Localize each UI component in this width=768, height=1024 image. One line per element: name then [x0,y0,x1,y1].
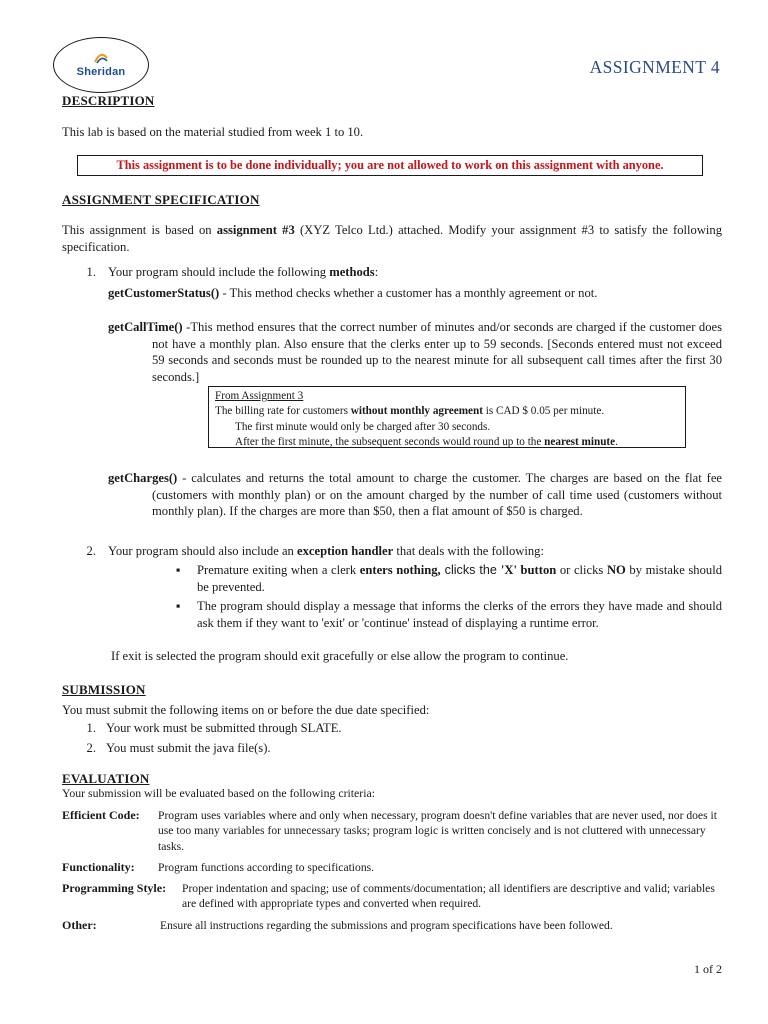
box-line-3 [215,435,679,450]
criteria-text: Program uses variables where and only when necessary, program doesn't define variables that are never used, nor does it use too many variables for unnecessary tasks; program logic is written concisely and is not cluttered with unnecessary tasks. [158,809,717,853]
box-heading: From Assignment 3 [215,390,304,402]
spec-heading: ASSIGNMENT SPECIFICATION [62,192,260,207]
page-number: 1 of 2 [694,962,722,976]
exit-note: If exit is selected the program should exit gracefully or else allow the program to continue. [111,649,569,663]
box-line-1-c: is CAD $ 0.05 per minute. [482,405,605,418]
submission-item: Your work must be submitted through SLATE. [106,721,342,735]
method-desc: - calculates and returns the total amount to charge the customer. The charges are based on the flat fee (customers with monthly plan) or on the amount charged by the number of call time used (customers without monthly plan). If the charges are more than $50, then a flat amount of $50 is charged. [152,471,722,519]
criteria-label: Efficient Code: [62,808,140,822]
item-2-text-c: that deals with the following: [393,544,544,558]
description-heading: DESCRIPTION [62,93,155,108]
bullet-1-b: enters nothing, [359,563,441,577]
item-1-text-c: : [374,265,379,279]
submission-item-number: 2. [86,741,96,755]
box-line-1-b: without monthly agreement [350,405,483,418]
method-desc: -This method ensures that the correct number of minutes and/or seconds are charged if the customer does not have a monthly plan. Also ensure that the clerks enter up to 59 seconds. [Seconds entered must not exceed 59 seconds and seconds must be rounded up to the nearest minute for all subsequent call times after the first 30 seconds.] [152,320,722,384]
item-1-text [108,264,378,281]
spec-intro-text: This assignment is based on [62,223,217,237]
item-1-methods: methods [329,265,375,279]
method-name: getCharges() [108,471,178,485]
bullet-2-text: The program should display a message that informs the clerks of the errors they have made and should ask them if they want to 'exit' or 'continue' instead of displaying a runtime error. [197,599,722,630]
item-2-exception-handler: exception handler [297,544,394,558]
bullet-1-c: clicks the [440,563,501,577]
from-assignment-3-box [208,386,686,448]
evaluation-intro: Your submission will be evaluated based on the following criteria: [62,786,376,800]
individual-work-warning: This assignment is to be done individually; you are not allowed to work on this assignment with anyone. [77,155,703,176]
item-2-number: 2. [86,544,96,558]
bullet-1-icon: ▪ [176,563,181,577]
evaluation-heading: EVALUATION [62,771,150,786]
bullet-1-g: by mistake should be prevented. [197,563,722,594]
criteria-text: Ensure all instructions regarding the submissions and program specifications have been followed. [160,919,613,932]
sheridan-logo [53,37,149,93]
criteria-text: Proper indentation and spacing; use of comments/documentation; all identifiers are descriptive and valid; variables are defined with appropriate types and converted when required. [182,882,715,911]
bullet-1-f: NO [606,563,626,577]
item-1-text-a: Your program should include the following [108,265,330,279]
box-line-3-c: . [615,436,618,449]
bullet-1-a: Premature exiting when a clerk [197,563,360,577]
bullet-1-text [197,562,722,595]
logo-text: Sheridan [76,66,126,78]
spec-intro-assignment: assignment #3 [216,223,295,237]
box-line-1 [215,404,679,419]
method-get-charges [108,470,722,520]
description-text: This lab is based on the material studied from week 1 to 10. [62,125,364,139]
box-line-2: The first minute would only be charged after 30 seconds. [235,420,491,433]
method-name: getCallTime() [108,320,183,334]
bullet-1-e: or clicks [556,563,607,577]
submission-item: You must submit the java file(s). [106,741,271,755]
submission-intro: You must submit the following items on or before the due date specified: [62,703,430,717]
criteria-label: Functionality: [62,860,135,874]
item-2-text [108,543,544,560]
page-title: ASSIGNMENT 4 [589,57,720,77]
sheridan-mark-icon [93,52,109,64]
criteria-text: Program functions according to specifications. [158,861,375,874]
item-1-number: 1. [86,265,96,279]
method-desc: - This method checks whether a customer has a monthly agreement or not. [219,286,598,300]
method-get-call-time [108,319,722,385]
spec-intro-rest: (XYZ Telco Ltd.) attached. Modify your assignment #3 to satisfy the following specification. [62,223,723,254]
submission-heading: SUBMISSION [62,682,146,697]
method-name: getCustomerStatus() [108,286,220,300]
bullet-2-icon: ▪ [176,599,181,613]
criteria-label: Other: [62,918,97,932]
method-get-customer-status [108,285,722,302]
bullet-1-d: 'X' button [500,563,557,577]
box-line-3-a: After the first minute, the subsequent seconds would round up to the [235,436,545,449]
submission-item-number: 1. [86,721,96,735]
item-2-text-a: Your program should also include an [108,544,298,558]
spec-intro [62,222,722,255]
criteria-label: Programming Style: [62,881,167,895]
box-line-3-b: nearest minute [544,436,616,449]
box-line-1-a: The billing rate for customers [215,405,351,418]
